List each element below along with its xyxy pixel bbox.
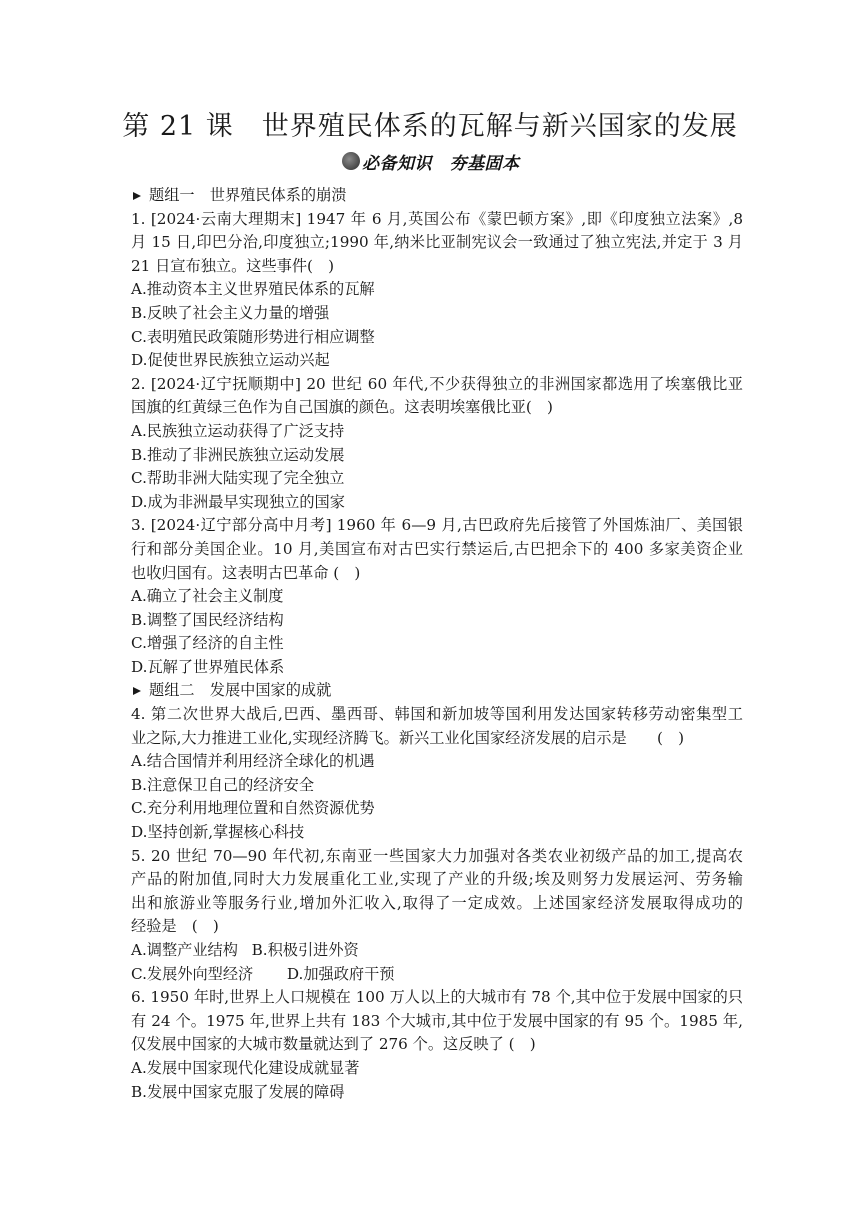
question-stem-line: 国旗的红黄绿三色作为自己国旗的颜色。这表明埃塞俄比亚( ) — [131, 398, 553, 417]
option-a: A.民族独立运动获得了广泛支持 — [131, 421, 345, 440]
option-row — [131, 939, 743, 963]
question-stem-line: 经验是 ( ) — [131, 917, 219, 936]
question-stem-line: 产品的附加值,同时大力发展重化工业,实现了产业的升级;埃及则努力发展运河、劳务输 — [131, 870, 743, 889]
option-c: C.增强了经济的自主性 — [131, 634, 284, 653]
triangle-bullet-icon — [133, 192, 141, 200]
group-heading: 题组二 发展中国家的成就 — [131, 679, 743, 703]
option-row — [131, 963, 743, 987]
option-c: C.充分利用地理位置和自然资源优势 — [131, 799, 375, 818]
section-banner — [342, 148, 520, 174]
question-stem-line: 4. 第二次世界大战后,巴西、墨西哥、韩国和新加坡等国利用发达国家转移劳动密集型工 — [131, 705, 743, 724]
option-c: C.发展外向型经济 — [131, 964, 254, 983]
question-stem-line: 月 15 日,印巴分治,印度独立;1990 年,纳米比亚制宪议会一致通过了独立宪法,并定于 3 月 — [131, 233, 743, 252]
option-b: B.推动了非洲民族独立运动发展 — [131, 445, 345, 464]
section-banner-label: 必备知识 夯基固本 — [362, 153, 520, 174]
question-stem-line: 也收归国有。这表明古巴革命 ( ) — [131, 563, 361, 582]
question-stem-line: 行和部分美国企业。10 月,美国宣布对古巴实行禁运后,古巴把余下的 400 多家美资企业 — [131, 539, 743, 558]
page-title: 第 21 课 世界殖民体系的瓦解与新兴国家的发展 — [122, 111, 738, 142]
group-heading: 题组一 世界殖民体系的崩溃 — [131, 184, 743, 208]
option-d: D.促使世界民族独立运动兴起 — [131, 351, 330, 370]
option-b: B.注意保卫自己的经济安全 — [131, 775, 315, 794]
question-stem-line: 业之际,大力推进工业化,实现经济腾飞。新兴工业化国家经济发展的启示是 ( ) — [131, 728, 685, 747]
option-d: D.瓦解了世界殖民体系 — [131, 657, 285, 676]
option-b: B.积极引进外资 — [251, 941, 359, 959]
question-stem-line: 21 日宣布独立。这些事件( ) — [131, 256, 335, 275]
option-d: D.加强政府干预 — [286, 964, 395, 983]
question — [131, 703, 743, 845]
option-a: A.确立了社会主义制度 — [131, 587, 284, 606]
option-c: C.表明殖民政策随形势进行相应调整 — [131, 327, 375, 346]
question-stem-line: 3. [2024·辽宁部分高中月考] 1960 年 6—9 月,古巴政府先后接管了外国炼油厂、美国银 — [131, 516, 743, 535]
question-stem-line: 6. 1950 年时,世界上人口规模在 100 万人以上的大城市有 78 个,其中位于发展中国家的只 — [131, 988, 743, 1007]
question-stem-line: 1. [2024·云南大理期末] 1947 年 6 月,英国公布《蒙巴顿方案》,即《印度独立法案》,8 — [131, 209, 743, 228]
question — [131, 986, 743, 1104]
option-d: D.坚持创新,掌握核心科技 — [131, 823, 305, 842]
question-stem-line: 仅发展中国家的大城市数量就达到了 276 个。这反映了 ( ) — [131, 1035, 536, 1054]
option-a: A.发展中国家现代化建设成就显著 — [131, 1058, 360, 1077]
question-stem-line: 出和旅游业等服务行业,增加外汇收入,取得了一定成效。上述国家经济发展取得成功的 — [131, 893, 743, 912]
option-c: C.帮助非洲大陆实现了完全独立 — [131, 469, 345, 488]
question-stem-line: 5. 20 世纪 70—90 年代初,东南亚一些国家大力加强对各类农业初级产品的加工,提高农 — [131, 846, 743, 865]
option-b: B.调整了国民经济结构 — [131, 610, 284, 629]
option-a: A.结合国情并利用经济全球化的机遇 — [131, 752, 375, 771]
question-list — [131, 184, 743, 1104]
option-a: A.推动资本主义世界殖民体系的瓦解 — [131, 280, 375, 299]
question — [131, 373, 743, 515]
option-b: B.反映了社会主义力量的增强 — [131, 303, 330, 322]
option-d: D.成为非洲最早实现独立的国家 — [131, 492, 345, 511]
triangle-bullet-icon — [133, 687, 141, 695]
bullet-dot-icon — [342, 152, 360, 170]
question-stem-line: 2. [2024·辽宁抚顺期中] 20 世纪 60 年代,不少获得独立的非洲国家都选用了埃塞俄比亚 — [131, 374, 743, 393]
question-stem-line: 有 24 个。1975 年,世界上共有 183 个大城市,其中位于发展中国家的有 95 个。1985 年, — [131, 1011, 743, 1030]
option-b: B.发展中国家克服了发展的障碍 — [131, 1082, 345, 1101]
question — [131, 514, 743, 679]
question — [131, 208, 743, 373]
question — [131, 845, 743, 987]
option-a: A.调整产业结构 — [131, 941, 238, 959]
